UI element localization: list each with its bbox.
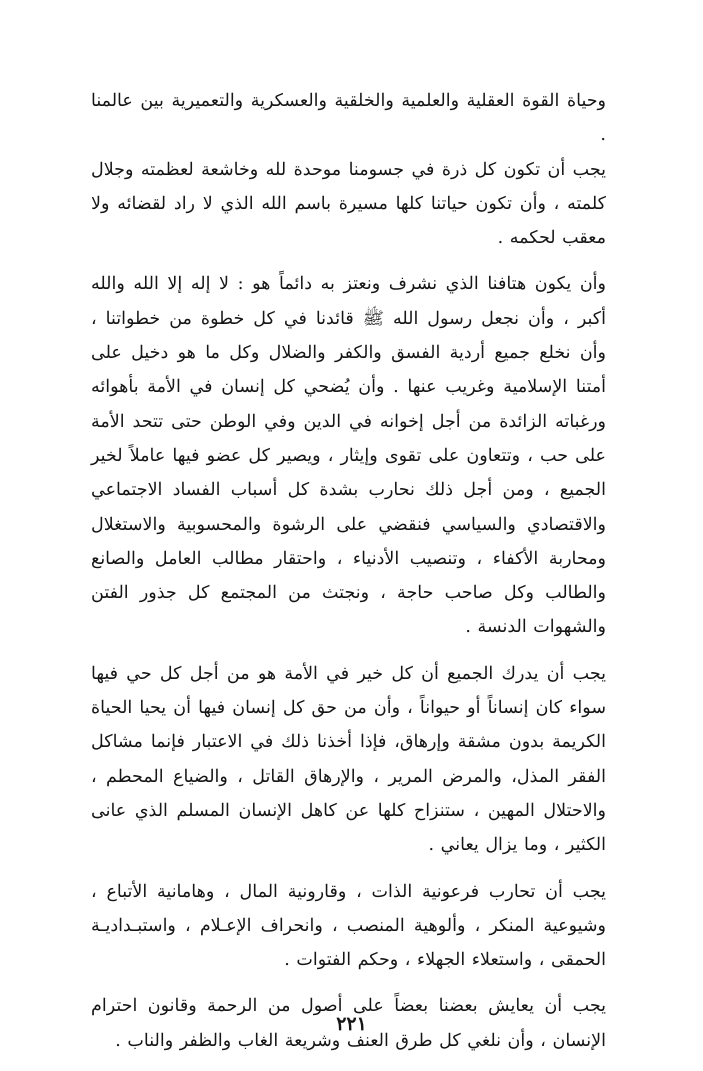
- paragraph-3: وأن يكون هتافنا الذي نشرف ونعتز به دائماً هو : لا إله إلا الله والله أكبر ، وأن نجعل رسول الله ﷺ قائدنا في كل خطوة من خطواتنا ، وأن نخلع جميع أردية الفسق والكفر والضلال وكل ما هو دخيل على أمتنا الإسلامية وغريب عنها . وأن يُضحي كل إنسان في الأمة بأهوائه ورغباته الزائدة من أجل إخوانه في الدين وفي الوطن حتى تتحد الأمة على حب ، وتتعاون على تقوى وإيثار ، ويصير كل عضو فيها عاملاً لخير الجميع ، ومن أجل ذلك نحارب بشدة كل أسباب الفساد الاجتماعي والاقتصادي والسياسي فنقضي على الرشوة والمحسوبية والاستغلال ومحاربة الأكفاء ، وتنصيب الأدنياء ، واحتقار مطالب العامل والصانع والطالب وكل صاحب حاجة ، ونجتث من المجتمع كل جذور الفتن والشهوات الدنسة .: [91, 274, 606, 638]
- paragraph-6: يجب أن يعايش بعضنا بعضاً على أصول من الرحمة وقانون احترام الإنسان ، وأن نلغي كل طرق العنف وشريعة الغاب والظفر والناب .: [91, 996, 606, 1051]
- paragraph-2: يجب أن تكون كل ذرة في جسومنا موحدة لله وخاشعة لعظمته وجلال كلمته ، وأن تكون حياتنا كلها مسيرة باسم الله الذي لا راد لقضائه ولا معقب لحكمه .: [91, 159, 606, 249]
- page-number: ٢٢١: [336, 1013, 367, 1035]
- paragraph-5: يجب أن تحارب فرعونية الذات ، وقارونية المال ، وهامانية الأتباع ، وشيوعية المنكر ، وألوهية المنصب ، وانحراف الإعـلام ، واستبـداديـة الحمقى ، واستعلاء الجهلاء ، وحكم الفتوات .: [91, 881, 606, 971]
- paragraph-1: وحياة القوة العقلية والعلمية والخلقية والعسكرية والتعميرية بين عالمنا .: [91, 91, 606, 146]
- book-page-body: [91, 84, 606, 1051]
- paragraph-4: يجب أن يدرك الجميع أن كل خير في الأمة هو من أجل كل حي فيها سواء كان إنساناً أو حيواناً ، وأن من حق كل إنسان فيها أن يحيا الحياة الكريمة بدون مشقة وإرهاق، فإذا أخذنا ذلك في الاعتبار فإنما مشاكل الفقر المذل، والمرض المرير ، والإرهاق القاتل ، والضياع المحطم ، والاحتلال المهين ، ستنزاح كلها عن كاهل الإنسان المسلم الذي عانى الكثير ، وما يزال يعاني .: [91, 663, 606, 856]
